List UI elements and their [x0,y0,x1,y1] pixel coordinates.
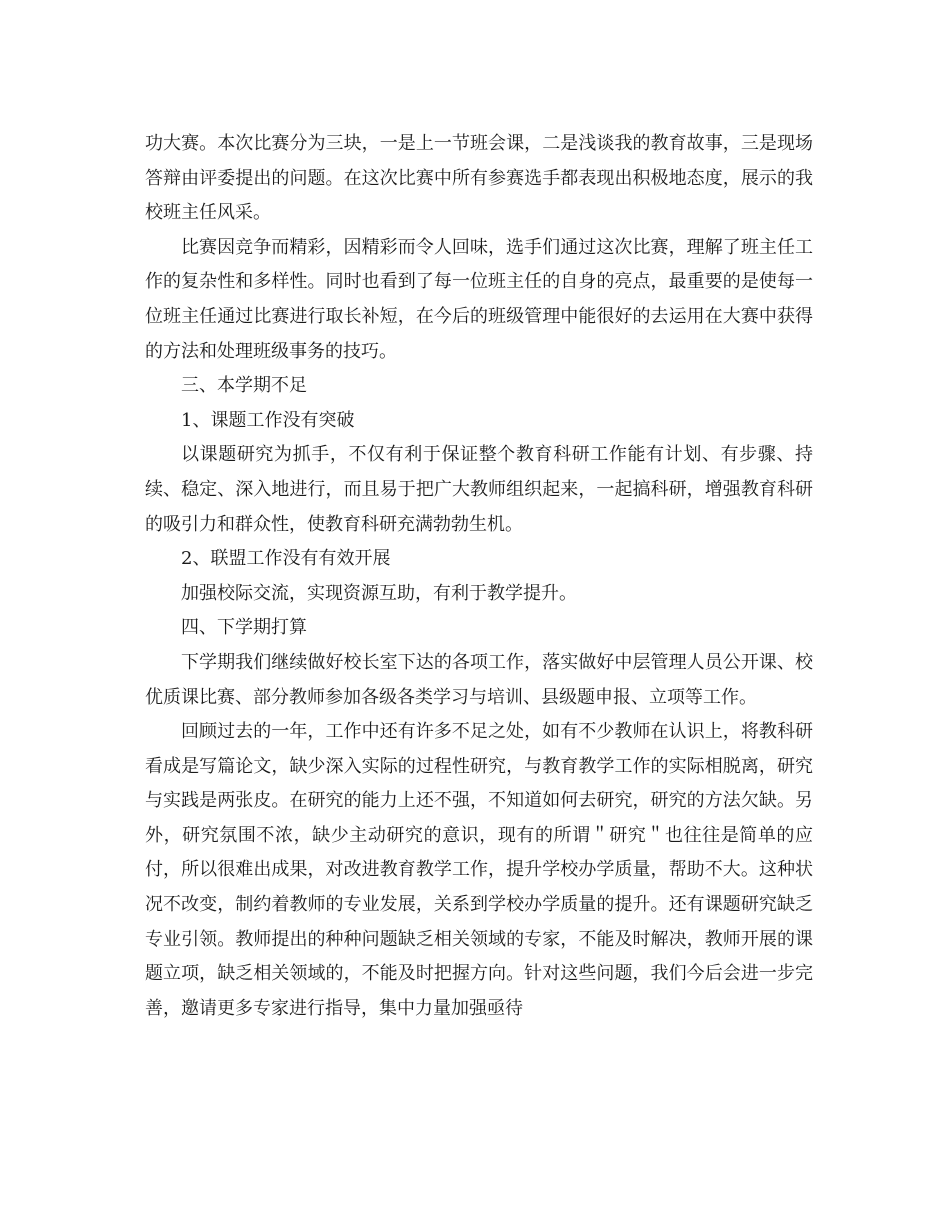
paragraph-4: 加强校际交流，实现资源互助，有利于教学提升。 [181,582,577,604]
subheading-2: 2、联盟工作没有有效开展 [181,548,391,570]
paragraph-2: 比赛因竞争而精彩，因精彩而令人回味，选手们通过这次比赛，理解了班主任工作的复杂性和多样性。同时也看到了每一位班主任的自身的亮点，最重要的是使每一位班主任通过比赛进行取长补短，在今后的班级管理中能很好的去运用在大赛中获得的方法和处理班级事务的技巧。 [145,236,813,362]
section-heading-3: 三、本学期不足 [181,375,307,397]
section-heading-4: 四、下学期打算 [181,617,307,639]
paragraph-6: 回顾过去的一年，工作中还有许多不足之处，如有不少教师在认识上，将教科研看成是写篇论文，缺少深入实际的过程性研究，与教育教学工作的实际相脱离，研究与实践是两张皮。在研究的能力上还不强，不知道如何去研究，研究的方法欠缺。另外，研究氛围不浓，缺少主动研究的意识，现有的所谓＂研究＂也往往是简单的应付，所以很难出成果，对改进教育教学工作，提升学校办学质量，帮助不大。这种状况不改变，制约着教师的专业发展，关系到学校办学质量的提升。还有课题研究缺乏专业引领。教师提出的种种问题缺乏相关领域的专家，不能及时解决，教师开展的课题立项，缺乏相关领域的，不能及时把握方向。针对这些问题，我们今后会进一步完善，邀请更多专家进行指导，集中力量加强亟待 [145,721,813,1019]
document-body [145,127,813,1026]
paragraph-1: 功大赛。本次比赛分为三块，一是上一节班会课，二是浅谈我的教育故事，三是现场答辩由评委提出的问题。在这次比赛中所有参赛选手都表现出积极地态度，展示的我校班主任风采。 [145,133,813,224]
paragraph-5: 下学期我们继续做好校长室下达的各项工作，落实做好中层管理人员公开课、校优质课比赛、部分教师参加各级各类学习与培训、县级题申报、立项等工作。 [145,651,813,708]
subheading-1: 1、课题工作没有突破 [181,409,355,431]
paragraph-3: 以课题研究为抓手，不仅有利于保证整个教育科研工作能有计划、有步骤、持续、稳定、深入地进行，而且易于把广大教师组织起来，一起搞科研，增强教育科研的吸引力和群众性，使教育科研充满勃勃生机。 [145,444,813,535]
